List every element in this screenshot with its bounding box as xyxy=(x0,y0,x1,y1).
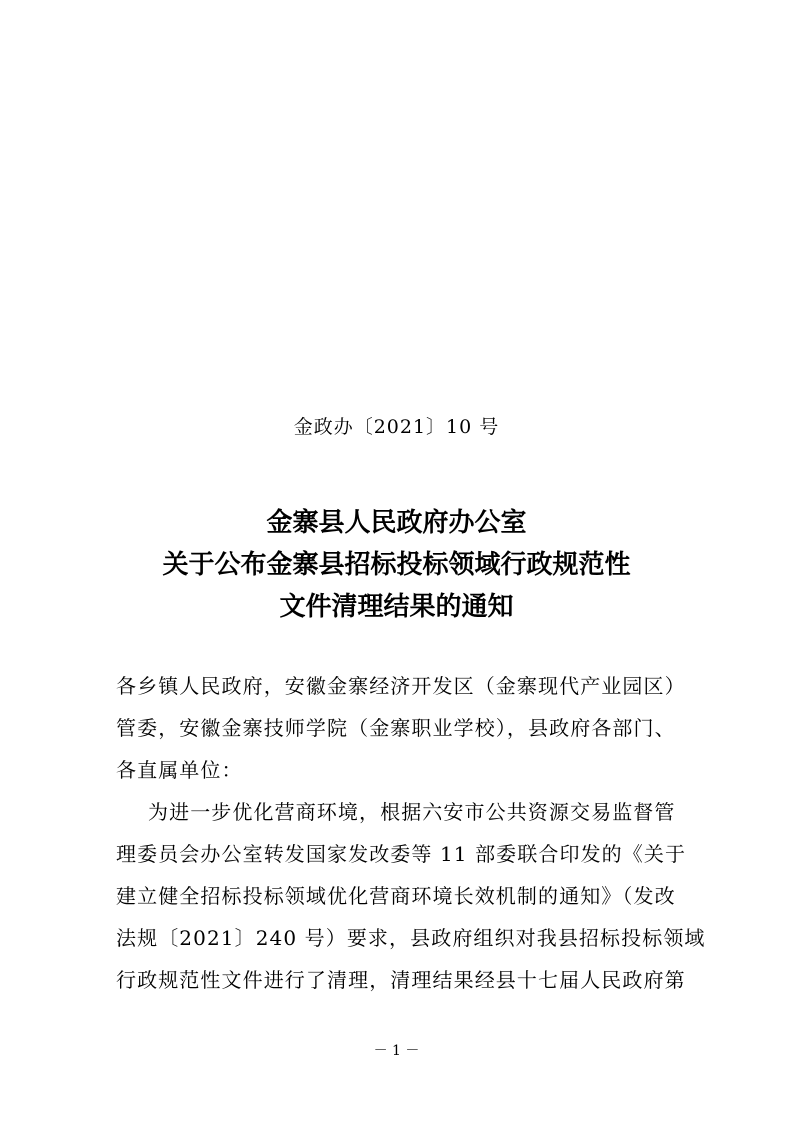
paragraph-line-3: 建立健全招标投标领域优化营商环境长效机制的通知》（发改 xyxy=(116,884,676,908)
document-title xyxy=(0,502,793,628)
title-line-2: 关于公布金寨县招标投标领域行政规范性 xyxy=(162,550,631,580)
title-line-3: 文件清理结果的通知 xyxy=(279,592,514,622)
paragraph-line-2: 理委员会办公室转发国家发改委等 11 部委联合印发的《关于 xyxy=(116,842,687,866)
paragraph-line-4: 法规〔2021〕240 号）要求，县政府组织对我县招标投标领域 xyxy=(116,926,706,950)
document-body xyxy=(116,665,706,1001)
document-number: 金政办〔2021〕10 号 xyxy=(293,416,500,438)
addressee-line-3: 各直属单位： xyxy=(116,758,243,782)
title-line-1: 金寨县人民政府办公室 xyxy=(266,508,527,538)
paragraph-line-1: 为进一步优化营商环境，根据六安市公共资源交易监督管 xyxy=(148,800,676,824)
page-number: － 1 － xyxy=(373,1043,420,1059)
addressee-line-1: 各乡镇人民政府，安徽金寨经济开发区（金寨现代产业园区） xyxy=(116,674,686,698)
paragraph-line-5: 行政规范性文件进行了清理，清理结果经县十七届人民政府第 xyxy=(116,968,686,992)
addressee-line-2: 管委，安徽金寨技师学院（金寨职业学校），县政府各部门、 xyxy=(116,716,676,740)
